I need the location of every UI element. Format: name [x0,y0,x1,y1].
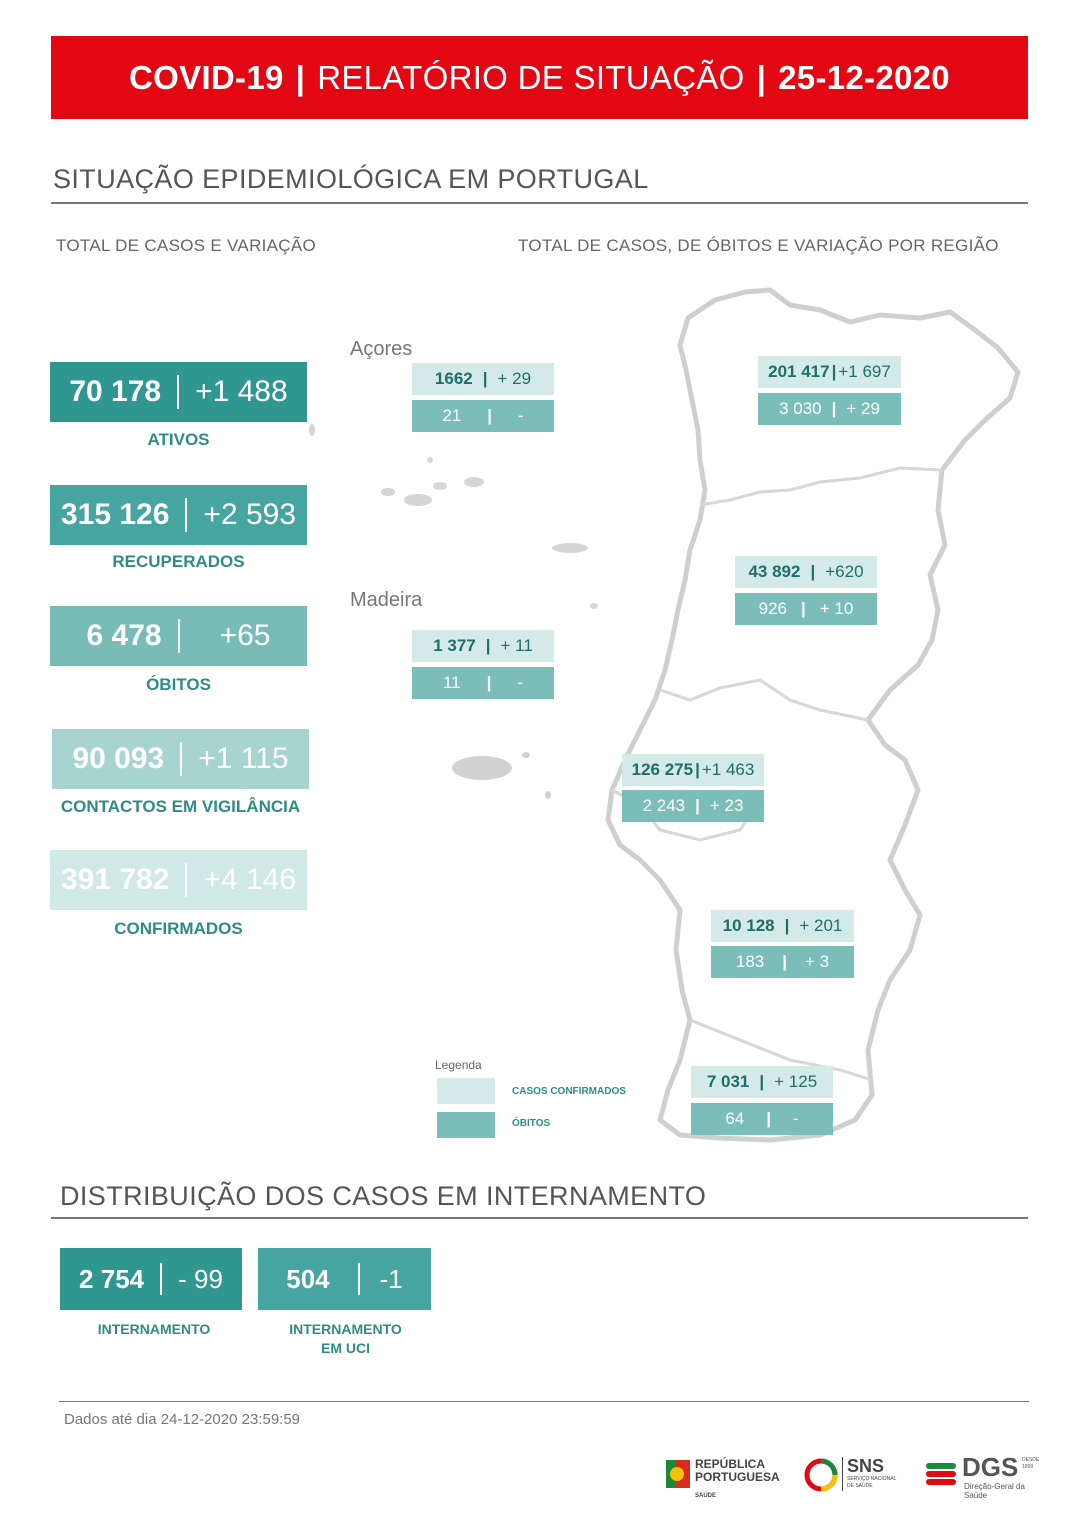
divider: | [766,1109,771,1128]
label-line: INTERNAMENTO [289,1321,402,1337]
deaths-value: 3 030 [779,399,822,418]
cases-delta: + 201 [799,916,843,935]
cases-value: 1 377 [433,636,476,655]
stat-delta: +1 488 [195,375,288,408]
sns-emblem-icon [804,1458,838,1492]
cases-value: 126 275 [631,760,694,779]
divider: | [782,952,788,971]
legend-swatch-deaths [437,1112,495,1138]
label-azores: Açores [350,338,413,360]
cases-delta: +1 463 [701,760,755,779]
divider [185,863,187,897]
divider [178,619,180,653]
deaths-delta: - [793,1109,799,1128]
divider: | [759,1072,765,1091]
cases-value: 1662 [434,369,473,388]
logo-text: 1899 [1022,1464,1034,1470]
section-divider [51,202,1028,204]
section-divider [51,1217,1028,1219]
stat-label-active: ATIVOS [147,430,210,449]
deaths-delta: + 23 [709,796,744,815]
portugal-map [300,270,1040,1160]
cases-value: 10 128 [722,916,775,935]
stat-deaths [50,606,307,666]
dgs-logo [924,1452,1044,1500]
region-center-cases [735,556,877,588]
banner-separator: | [295,58,306,96]
divider: | [695,796,700,815]
stat-contacts [52,729,309,789]
subtitle-totals: TOTAL DE CASOS E VARIAÇÃO [56,236,317,255]
legend-label-deaths: ÓBITOS [512,1118,551,1129]
deaths-value: 11 [442,673,461,692]
deaths-delta: - [517,673,524,692]
banner-date: 25-12-2020 [778,58,950,96]
cases-delta: +620 [825,562,864,581]
divider [842,1457,843,1491]
divider: | [487,406,492,425]
deaths-value: 183 [735,952,765,971]
legend-label-confirmed: CASOS CONFIRMADOS [512,1086,626,1097]
sns-logo [804,1456,904,1494]
data-cutoff-note: Dados até dia 24-12-2020 23:59:59 [64,1411,301,1428]
deaths-value: 926 [758,599,788,618]
stat-label-hospitalized: INTERNAMENTO [97,1321,211,1337]
banner-covid: COVID-19 [129,58,284,96]
stat-recovered [50,485,307,545]
cases-delta: + 29 [497,369,532,388]
logo-text: SERVIÇO NACIONAL [847,1476,897,1482]
stat-delta: -1 [379,1263,403,1294]
section-title-hospital: DISTRIBUIÇÃO DOS CASOS EM INTERNAMENTO [60,1181,707,1211]
stat-value: 315 126 [60,498,170,531]
region-madeira-cases [412,630,554,662]
logo-text: PORTUGUESA [695,1470,780,1484]
stat-confirmed [50,850,307,910]
stat-value: 70 178 [69,375,162,408]
label-madeira: Madeira [350,589,423,611]
region-lisbon-deaths [622,790,764,822]
divider [185,498,187,532]
divider [180,742,182,776]
stat-delta: +65 [219,619,271,652]
republica-portuguesa-logo [664,1456,782,1504]
stat-label-confirmed: CONFIRMADOS [114,919,243,938]
divider: | [810,562,816,581]
region-north-cases [758,356,901,388]
legend-title: Legenda [435,1058,482,1072]
divider: | [831,362,837,381]
stat-label-recovered: RECUPERADOS [112,552,245,571]
region-alentejo-cases [711,910,854,942]
cases-value: 7 031 [706,1072,750,1091]
stat-value: 391 782 [60,863,170,896]
cases-delta: +1 697 [838,362,891,381]
dgs-emblem-icon [924,1457,958,1491]
logo-text: DGS [962,1452,1019,1482]
stat-active [50,362,307,422]
legend-swatch-confirmed [437,1078,495,1104]
region-center-deaths [735,593,877,625]
cases-value: 201 417 [768,362,830,381]
stat-label-contacts: CONTACTOS EM VIGILÂNCIA [60,797,301,816]
logo-text: Direção-Geral da Saúde [964,1482,1025,1500]
stat-hospitalized [60,1248,242,1310]
region-alentejo-deaths [711,946,854,978]
deaths-value: 2 243 [642,796,686,815]
stat-delta: +4 146 [203,863,297,896]
region-algarve-cases [691,1066,833,1098]
banner-title: RELATÓRIO DE SITUAÇÃO [317,58,745,96]
azores-islands [309,424,598,609]
stat-value: 2 754 [79,1263,145,1294]
stat-delta: +2 593 [203,498,297,531]
flag-shield-icon [664,1458,692,1492]
region-azores-cases [412,363,554,395]
footer-divider [59,1401,1029,1402]
deaths-value: 64 [725,1109,745,1128]
logo-text: DESDE [1022,1457,1040,1463]
stat-label-icu [258,1320,433,1358]
divider [160,1263,162,1295]
deaths-delta: + 29 [846,399,880,418]
stat-delta: +1 115 [198,742,289,775]
region-azores-deaths [412,400,554,432]
divider: | [486,673,492,692]
madeira-islands [452,752,551,799]
logo-text: SAÚDE [695,1493,717,1499]
section-title-epidemiology: SITUAÇÃO EPIDEMIOLÓGICA EM PORTUGAL [53,164,649,194]
divider: | [695,760,700,779]
divider: | [485,636,491,655]
divider: | [831,399,837,418]
region-madeira-deaths [412,667,554,699]
logo-text: SNS [847,1456,885,1476]
stat-value: 90 093 [72,742,165,775]
divider [358,1263,360,1295]
subtitle-regions: TOTAL DE CASOS, DE ÓBITOS E VARIAÇÃO POR REGIÃO [518,236,999,255]
report-banner [51,36,1028,119]
divider: | [482,369,488,388]
region-lisbon-cases [622,754,764,786]
divider [177,375,179,409]
stat-icu [258,1248,431,1310]
region-algarve-deaths [691,1103,833,1135]
logo-text: DE SAÚDE [847,1483,873,1489]
label-line: EM UCI [321,1340,370,1356]
banner-separator: | [756,58,767,96]
stat-value: 6 478 [86,619,162,652]
deaths-value: 21 [442,406,462,425]
deaths-delta: - [518,406,524,425]
stat-value: 504 [286,1263,330,1294]
logo-text: REPÚBLICA [695,1457,766,1471]
region-north-deaths [758,393,901,425]
deaths-delta: + 10 [819,599,854,618]
cases-delta: + 125 [774,1072,818,1091]
stat-delta: - 99 [178,1263,223,1294]
cases-value: 43 892 [748,562,801,581]
deaths-delta: + 3 [805,952,830,971]
cases-delta: + 11 [500,636,533,655]
stat-label-deaths: ÓBITOS [146,675,211,694]
divider: | [784,916,790,935]
divider: | [801,599,806,618]
